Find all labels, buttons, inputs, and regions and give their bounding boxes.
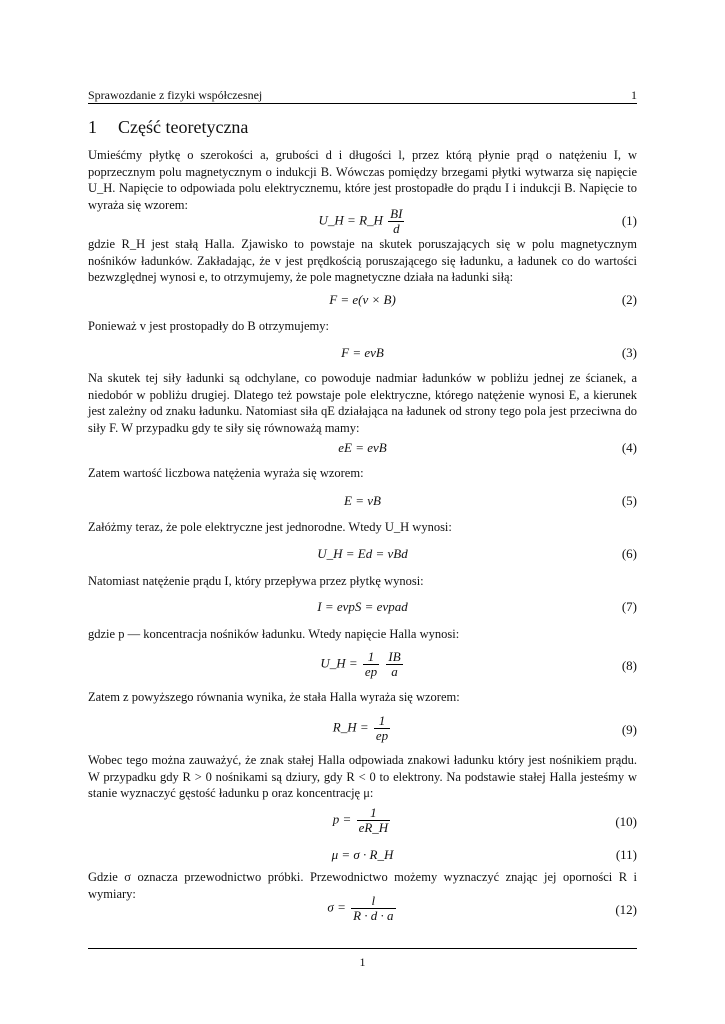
equation-1-lhs: U_H = R_H [318,212,383,228]
header-page-number: 1 [631,88,637,102]
equation-1-num: BI [390,206,403,221]
equation-6 [88,546,637,562]
header-rule [88,103,637,104]
paragraph-7: Natomiast natężenie prądu I, który przepływa przez płytkę wynosi: [88,574,424,588]
equation-12-fraction [351,894,395,923]
equation-10-lhs: p = [332,811,352,827]
equation-12-lhs: σ = [327,899,346,915]
equation-9-fraction [374,714,390,743]
paragraph-4: Na skutek tej siły ładunki są odchylane, co powoduje nadmiar ładunków w pobliżu jednej ze ścianek, a niedobór w pobliżu drugiej. Dlatego też powstaje pole elektryczne, którego natężenie wynosi E, a kierunek jest zależny od znaku ładunku. Natomiast siła qE działająca na ładunek od strony tego pola jest przeciwna do siły F. W przypadku gdy te siły się równoważą mamy: [88,371,637,435]
paragraph-3: Ponieważ v jest prostopadły do B otrzymujemy: [88,319,329,333]
equation-4 [88,440,637,456]
equation-10 [88,806,637,836]
equation-8-den: ep [364,664,378,679]
equation-4-label: (4) [621,440,637,455]
equation-10-label: (10) [615,814,637,829]
equation-12-num: l [371,893,376,908]
paragraph-6: Załóżmy teraz, że pole elektryczne jest jednorodne. Wtedy U_H wynosi: [88,520,452,534]
equation-8-num2: IB [388,649,401,664]
equation-9-num: 1 [378,713,386,728]
equation-12 [88,894,637,924]
equation-5-label: (5) [621,493,637,508]
paragraph-11: Gdzie σ oznacza przewodnictwo próbki. Przewodnictwo możemy wyznaczyć znając jej oporności R i wymiary: [88,870,637,901]
equation-3-body: F = evB [341,345,384,360]
equation-8-label: (8) [621,658,637,673]
equation-9-den: ep [375,728,389,743]
equation-2-label: (2) [621,292,637,307]
paragraph-10: Wobec tego można zauważyć, że znak stałej Halla odpowiada znakowi ładunku który jest nośnikiem prądu. W przypadku gdy R > 0 nośnikami są dziury, gdy R < 0 to elektrony. Na podstawie stałej Halla jesteśmy w stanie wyznaczyć gęstość ładunku p oraz koncentrację μ: [88,753,637,800]
equation-12-label: (12) [615,902,637,917]
equation-10-den: eR_H [358,820,389,835]
equation-4-body: eE = evB [338,440,387,455]
footer-page-number: 1 [359,955,366,969]
equation-5 [88,493,637,509]
equation-8 [88,650,637,680]
equation-5-body: E = vB [344,493,381,508]
equation-10-fraction [357,806,391,835]
equation-9-lhs: R_H = [332,719,369,735]
footer-rule [88,948,637,949]
equation-9-label: (9) [621,722,637,737]
equation-1-fraction [388,207,404,236]
equation-10-num: 1 [370,805,377,820]
equation-1 [88,207,637,235]
equation-2 [88,292,637,308]
equation-1-den: d [388,221,404,236]
header-title: Sprawozdanie z fizyki współczesnej [88,88,263,102]
section-title: Część teoretyczna [118,117,249,137]
paragraph-1: Umieśćmy płytkę o szerokości a, grubości d i długości l, przez którą płynie prąd o natężeniu I, w poprzecznym polu magnetycznym o indukcji B. Wówczas pomiędzy brzegami płytki wytwarza się napięcie U_H. Napięcie to odpowiada polu elektrycznemu, które jest prostopadłe do prądu I i indukcji B. Napięcie to wyraża się wzorem: [88,148,637,212]
paragraph-8: gdzie p — koncentracja nośników ładunku. Wtedy napięcie Halla wynosi: [88,627,460,641]
equation-7-label: (7) [621,599,637,614]
equation-8-num: 1 [367,649,375,664]
paragraph-5: Zatem wartość liczbowa natężenia wyraża się wzorem: [88,466,364,480]
running-header [88,88,637,104]
equation-6-label: (6) [621,546,637,561]
equation-11 [88,847,637,863]
equation-11-body: μ = σ · R_H [331,847,394,862]
equation-6-body: U_H = Ed = vBd [317,546,408,561]
equation-8-den2: a [386,664,402,679]
equation-8-fraction-2 [386,650,402,679]
equation-3-label: (3) [621,345,637,360]
equation-2-body: F = e(v × B) [329,292,396,307]
section-number: 1 [88,117,97,137]
equation-11-label: (11) [615,847,637,862]
equation-3 [88,345,637,361]
paragraph-9: Zatem z powyższego równania wynika, że stała Halla wyraża się wzorem: [88,690,460,704]
equation-8-fraction-1 [363,650,379,679]
equation-8-lhs: U_H = [320,655,358,671]
equation-12-den: R · d · a [353,908,394,923]
paragraph-2: gdzie R_H jest stałą Halla. Zjawisko to powstaje na skutek poruszających się w polu magnetycznym nośników ładunków. Zakładając, że v jest prędkością poruszającego się ładunku, a ładunek co do wartości bezwzględnej wynosi e, to otrzymujemy, że pole magnetyczne działa na ładunki siłą: [88,237,637,284]
equation-1-label: (1) [621,213,637,228]
equation-9 [88,714,637,744]
section-heading [88,117,248,138]
equation-7-body: I = evpS = evpad [317,599,408,614]
equation-7 [88,599,637,615]
